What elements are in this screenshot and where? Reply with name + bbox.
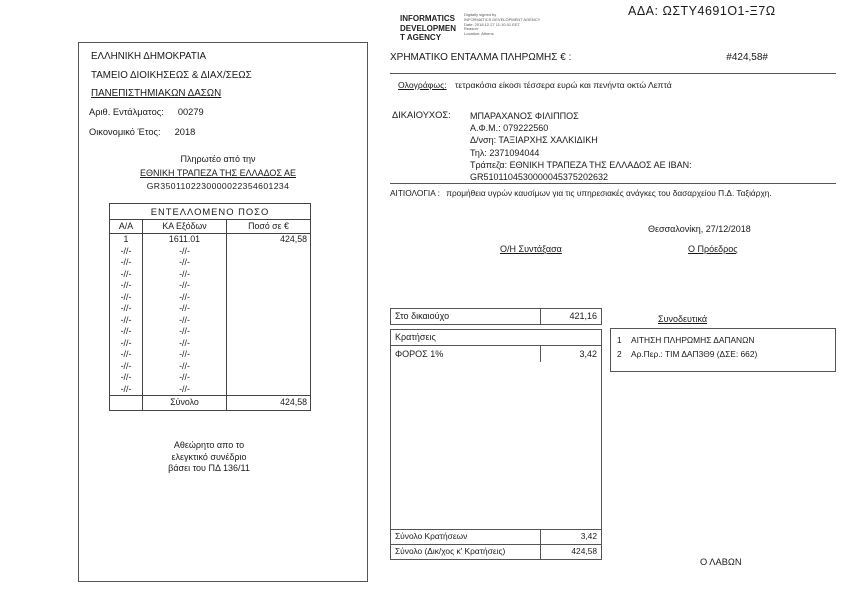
- to-beneficiary-value: 421,16: [540, 309, 601, 324]
- audit-note-line: βάσει του ΠΔ 136/11: [168, 463, 250, 473]
- signature-president-label: Ο Πρόεδρος: [688, 244, 738, 254]
- grand-total-value: 424,58: [540, 545, 601, 559]
- amount-table-row: -//- -//-: [110, 280, 311, 292]
- amount-table-row: -//- -//-: [110, 326, 311, 338]
- stamp-sig-line: INFORMATICS DEVELOPMENT AGENCY: [464, 16, 541, 22]
- amount-in-words-row: [398, 80, 672, 90]
- stamp-agency-line: INFORMATICS: [400, 14, 455, 23]
- amount-table-row: -//- -//-: [110, 361, 311, 373]
- attachments-title: Συνοδευτικά: [658, 314, 708, 324]
- stamp-agency-line: DEVELOPMEN: [400, 23, 457, 33]
- attachment-item: 1 ΑΙΤΗΣΗ ΠΛΗΡΩΜΗΣ ΔΑΠΑΝΩΝ: [617, 335, 755, 345]
- stamp-sig-line: Date: 2018.12.27 11:10:31 EET: [464, 21, 520, 27]
- beneficiary-phone: Τηλ: 2371094044: [470, 147, 540, 158]
- amount-table-row: -//- -//-: [110, 269, 311, 281]
- amount-table-row: 1 1611.01 424,58: [110, 234, 311, 246]
- attachment-item: 2 Αρ.Περ.: ΤΙΜ ΔΑΠ3Θ9 (ΔΣΕ: 662): [617, 348, 758, 359]
- digital-signature-details: [464, 13, 564, 37]
- stamp-sig-line: Reason:: [464, 26, 479, 32]
- payable-line: Πληρωτέο από την: [180, 154, 256, 164]
- digital-signature-stamp: [400, 14, 470, 43]
- ada-code: ΑΔΑ: ΩΣΤΥ4691Ο1-Ξ7Ω: [628, 4, 776, 18]
- in-words-label: Ολογράφως:: [398, 80, 447, 90]
- org-line: ΤΑΜΕΙΟ ΔΙΟΙΚΗΣΕΩΣ & ΔΙΑΧ/ΣΕΩΣ: [91, 69, 252, 81]
- org-line: ΕΛΛΗΝΙΚΗ ΔΗΜΟΚΡΑΤΙΑ: [91, 51, 207, 62]
- total-deductions-value: 3,42: [540, 530, 601, 544]
- amount-table-body: [110, 234, 311, 396]
- beneficiary-iban: GR5101104530000045375202632: [470, 172, 608, 183]
- total-value: 424,58: [227, 396, 311, 411]
- stamp-agency-line: T AGENCY: [400, 33, 442, 42]
- deductions-box: [390, 329, 602, 560]
- grand-total-label: Σύνολο (Δικ/χος κ' Κρατήσεις): [395, 546, 506, 556]
- amount-table-row: -//- -//-: [110, 246, 311, 258]
- total-deductions-label: Σύνολο Κρατήσεων: [395, 531, 468, 541]
- warrant-number-label: Αριθ. Εντάλματος:: [89, 107, 164, 117]
- beneficiary-address: Δ/νση: ΤΑΞΙΑΡΧΗΣ ΧΑΛΚΙΔΙΚΗ: [470, 135, 598, 146]
- left-panel: [78, 42, 368, 582]
- beneficiary-details: [470, 110, 692, 183]
- warrant-title: ΧΡΗΜΑΤΙΚΟ ΕΝΤΑΛΜΑ ΠΛΗΡΩΜΗΣ € :: [390, 52, 572, 63]
- audit-note-line: ελεγκτικό συνέδριο: [171, 451, 247, 462]
- city-date: Θεσσαλονίκη, 27/12/2018: [648, 224, 751, 234]
- beneficiary-bank: Τράπεζα: ΕΘΝΙΚΗ ΤΡΑΠΕΖΑ ΤΗΣ ΕΛΛΑΔΟΣ ΑΕ ΙΒΑΝ:: [470, 159, 692, 170]
- amount-table-row: -//- -//-: [110, 292, 311, 304]
- audit-note-line: Αθεώρητο απο το: [173, 440, 245, 450]
- beneficiary-label: ΔΙΚΑΙΟΥΧΟΣ:: [392, 110, 451, 120]
- audit-note: [109, 440, 309, 475]
- amount-table-row: -//- -//-: [110, 349, 311, 361]
- fiscal-year-value: 2018: [174, 127, 196, 137]
- amount-table-row: -//- -//-: [110, 338, 311, 350]
- justification-text: προμήθεια υγρών καυσίμων για τις υπηρεσιακές ανάγκες του δασαρχείου Π.Δ. Ταξιάρχη.: [446, 188, 772, 198]
- warrant-number-row: [89, 107, 204, 117]
- payable-bank: ΕΘΝΙΚΗ ΤΡΑΠΕΖΑ ΤΗΣ ΕΛΛΑΔΟΣ ΑΕ: [139, 167, 296, 178]
- attachments-box: [610, 328, 836, 372]
- warrant-number-value: 00279: [177, 107, 204, 117]
- column-header-kae: ΚΑ Εξόδων: [143, 220, 227, 234]
- amount-table-total-row: [110, 396, 311, 411]
- amount-table-row: -//- -//-: [110, 303, 311, 315]
- receiver-label: Ο ΛΑΒΩΝ: [700, 557, 742, 567]
- justification-row: [390, 183, 836, 198]
- stamp-sig-line: Location: Athens: [464, 31, 494, 37]
- payable-iban: GR3501102230000022354601234: [146, 181, 290, 191]
- grand-total-row: [391, 544, 601, 559]
- warrant-title-row: [390, 52, 836, 74]
- amount-table-title: ΕΝΤΕΛΛΟΜΕΝΟ ΠΟΣΟ: [110, 204, 311, 220]
- beneficiary-name: ΜΠΑΡΑΧΑΝΟΣ ΦΙΛΙΠΠΟΣ: [470, 111, 579, 121]
- tax-value: 3,42: [540, 346, 601, 362]
- issuing-authority: [91, 48, 252, 104]
- deductions-header: Κρατήσεις: [391, 330, 601, 346]
- total-label: Σύνολο: [143, 396, 227, 411]
- attachments-list: [617, 334, 829, 361]
- justification-label: ΑΙΤΙΟΛΟΓΙΑ :: [390, 188, 440, 198]
- fiscal-year-label: Οικονομικό Έτος:: [89, 127, 161, 137]
- column-header-aa: Α/Α: [110, 220, 143, 234]
- to-beneficiary-label: Στο δικαιούχο: [395, 311, 450, 321]
- payable-through-block: [93, 153, 343, 194]
- amount-table-row: -//- -//-: [110, 372, 311, 384]
- amount-table-row: -//- -//-: [110, 315, 311, 327]
- fiscal-year-row: [89, 127, 195, 137]
- column-header-amount: Ποσό σε €: [227, 220, 311, 234]
- tax-row: [391, 346, 601, 362]
- stamp-sig-line: Digitally signed by: [464, 12, 497, 17]
- total-deductions-row: [391, 529, 601, 544]
- warrant-amount: #424,58#: [726, 52, 768, 63]
- amount-table-row: -//- -//-: [110, 384, 311, 396]
- org-line: ΠΑΝΕΠΙΣΤΗΜΙΑΚΩΝ ΔΑΣΩΝ: [91, 88, 222, 99]
- tax-label: ΦΟΡΟΣ 1%: [395, 349, 444, 359]
- deductions-spacer: [391, 362, 601, 529]
- amount-table-row: -//- -//-: [110, 257, 311, 269]
- in-words-text: τετρακόσια είκοσι τέσσερα ευρώ και πενήντα οκτώ Λεπτά: [455, 80, 672, 90]
- signature-drafter-label: Ο/Η Συντάξασα: [500, 244, 562, 254]
- to-beneficiary-row: [390, 308, 602, 325]
- ordered-amount-table: [109, 203, 311, 411]
- beneficiary-afm: Α.Φ.Μ.: 079222560: [470, 123, 549, 134]
